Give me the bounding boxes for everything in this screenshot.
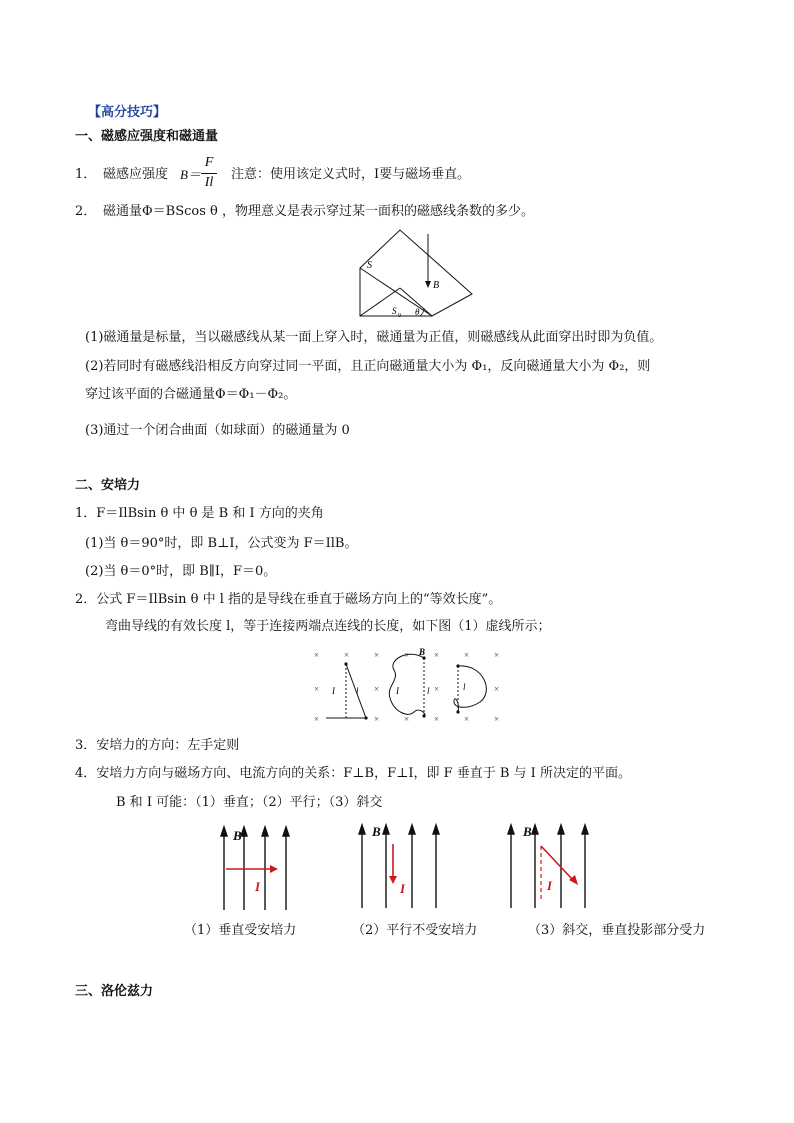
item1-frac-denominator: Il [204, 175, 214, 190]
section-3-heading: 三、洛伦兹力 [75, 984, 154, 999]
item2-num: 2． [75, 204, 97, 219]
item1-formula-lhs: B＝ [180, 167, 201, 182]
svg-text:I: I [332, 686, 335, 696]
svg-text:×: × [434, 714, 440, 724]
svg-text:×: × [434, 684, 440, 694]
wire-1 [326, 662, 368, 719]
case-3-oblique-figure [505, 820, 595, 910]
svg-text:×: × [314, 684, 320, 694]
svg-text:×: × [404, 714, 410, 724]
svg-text:×: × [344, 650, 350, 660]
case-3-caption: （3）斜交，垂直投影部分受力 [528, 923, 706, 938]
s2-line-2a: 弯曲导线的有效长度 l，等于连接两端点连线的长度，如下图（1）虚线所示； [105, 619, 551, 634]
case-2-label-B: B [372, 824, 381, 839]
svg-text:×: × [494, 650, 500, 660]
svg-text:×: × [374, 684, 380, 694]
item1-frac-numerator: F [204, 155, 214, 170]
para-2a: (2)若同时有磁感线沿相反方向穿过同一平面，且正向磁通量大小为 Φ₁，反向磁通量大小为 Φ₂，则 [85, 359, 651, 374]
svg-text:×: × [314, 714, 320, 724]
case-3-label-B: B [523, 824, 532, 839]
svg-text:×: × [314, 650, 320, 660]
item1-lead: 磁感应强度 [103, 167, 169, 182]
section-1-heading: 一、磁感应强度和磁通量 [75, 129, 219, 144]
label-B: B [433, 280, 440, 291]
para-1: (1)磁通量是标量，当以磁感线从某一面上穿入时，磁通量为正值，则磁感线从此面穿出时即为负值。 [85, 330, 663, 345]
wire-2 [389, 647, 430, 718]
para-3: (3)通过一个闭合曲面（如球面）的磁通量为 0 [85, 423, 350, 438]
case-2-caption: （2）平行不受安培力 [352, 923, 478, 938]
item2-text: 磁通量Φ＝BScos θ ，物理意义是表示穿过某一面积的磁感线条数的多少。 [103, 204, 534, 219]
case-1-label-I: I [255, 879, 261, 894]
svg-text:l: l [356, 686, 359, 696]
svg-text:×: × [464, 714, 470, 724]
s2-line-1b: (2)当 θ＝0°时，即 B∥I，F＝0。 [85, 564, 277, 579]
svg-text:×: × [494, 684, 500, 694]
svg-text:×: × [494, 714, 500, 724]
svg-text:×: × [374, 714, 380, 724]
label-S0: S [392, 306, 397, 316]
s2-line-4: 4．安培力方向与磁场方向、电流方向的关系：F⊥B，F⊥I，即 F 垂直于 B 与 I 所决定的平面。 [75, 766, 631, 781]
section-2-heading: 二、安培力 [75, 478, 141, 493]
case-1-caption: （1）垂直受安培力 [184, 923, 297, 938]
case-1-perpendicular-figure [212, 824, 292, 912]
page-title: 【高分技巧】 [88, 105, 167, 120]
flux-figure [340, 226, 480, 322]
wire-3 [454, 664, 486, 713]
case-2-label-I: I [400, 881, 406, 896]
s2-line-1: 1．F＝IlBsin θ 中 θ 是 B 和 I 方向的夹角 [75, 506, 324, 521]
s2-line-3: 3．安培力的方向：左手定则 [75, 738, 240, 753]
effective-length-figure [308, 646, 508, 726]
svg-text:×: × [404, 650, 410, 660]
field-crosses [314, 650, 499, 724]
svg-text:I: I [396, 686, 399, 696]
svg-text:l: l [463, 682, 466, 692]
s2-line-2: 2．公式 F＝IlBsin θ 中 l 指的是导线在垂直于磁场方向上的“等效长度”。 [75, 592, 502, 607]
svg-text:×: × [434, 650, 440, 660]
para-2b: 穿过该平面的合磁通量Φ＝Φ₁－Φ₂。 [85, 387, 297, 402]
s2-line-1a: (1)当 θ＝90°时，即 B⊥I，公式变为 F＝IlB。 [85, 536, 358, 551]
svg-text:l: l [427, 686, 430, 696]
case-2-parallel-figure [356, 820, 446, 910]
label-S: S [367, 260, 372, 271]
case-1-label-B: B [233, 828, 242, 843]
label-S0-sub: 0 [398, 313, 401, 319]
item1-num: 1． [75, 167, 97, 182]
item1-note: 注意：使用该定义式时，I要与磁场垂直。 [231, 167, 471, 182]
case-3-label-I: I [547, 878, 553, 893]
svg-text:×: × [464, 650, 470, 660]
svg-text:B: B [419, 647, 426, 657]
label-theta: θ [415, 307, 420, 317]
svg-text:×: × [374, 650, 380, 660]
s2-line-4a: B 和 I 可能：（1）垂直；（2）平行；（3）斜交 [116, 795, 383, 810]
fraction-bar [201, 173, 217, 174]
